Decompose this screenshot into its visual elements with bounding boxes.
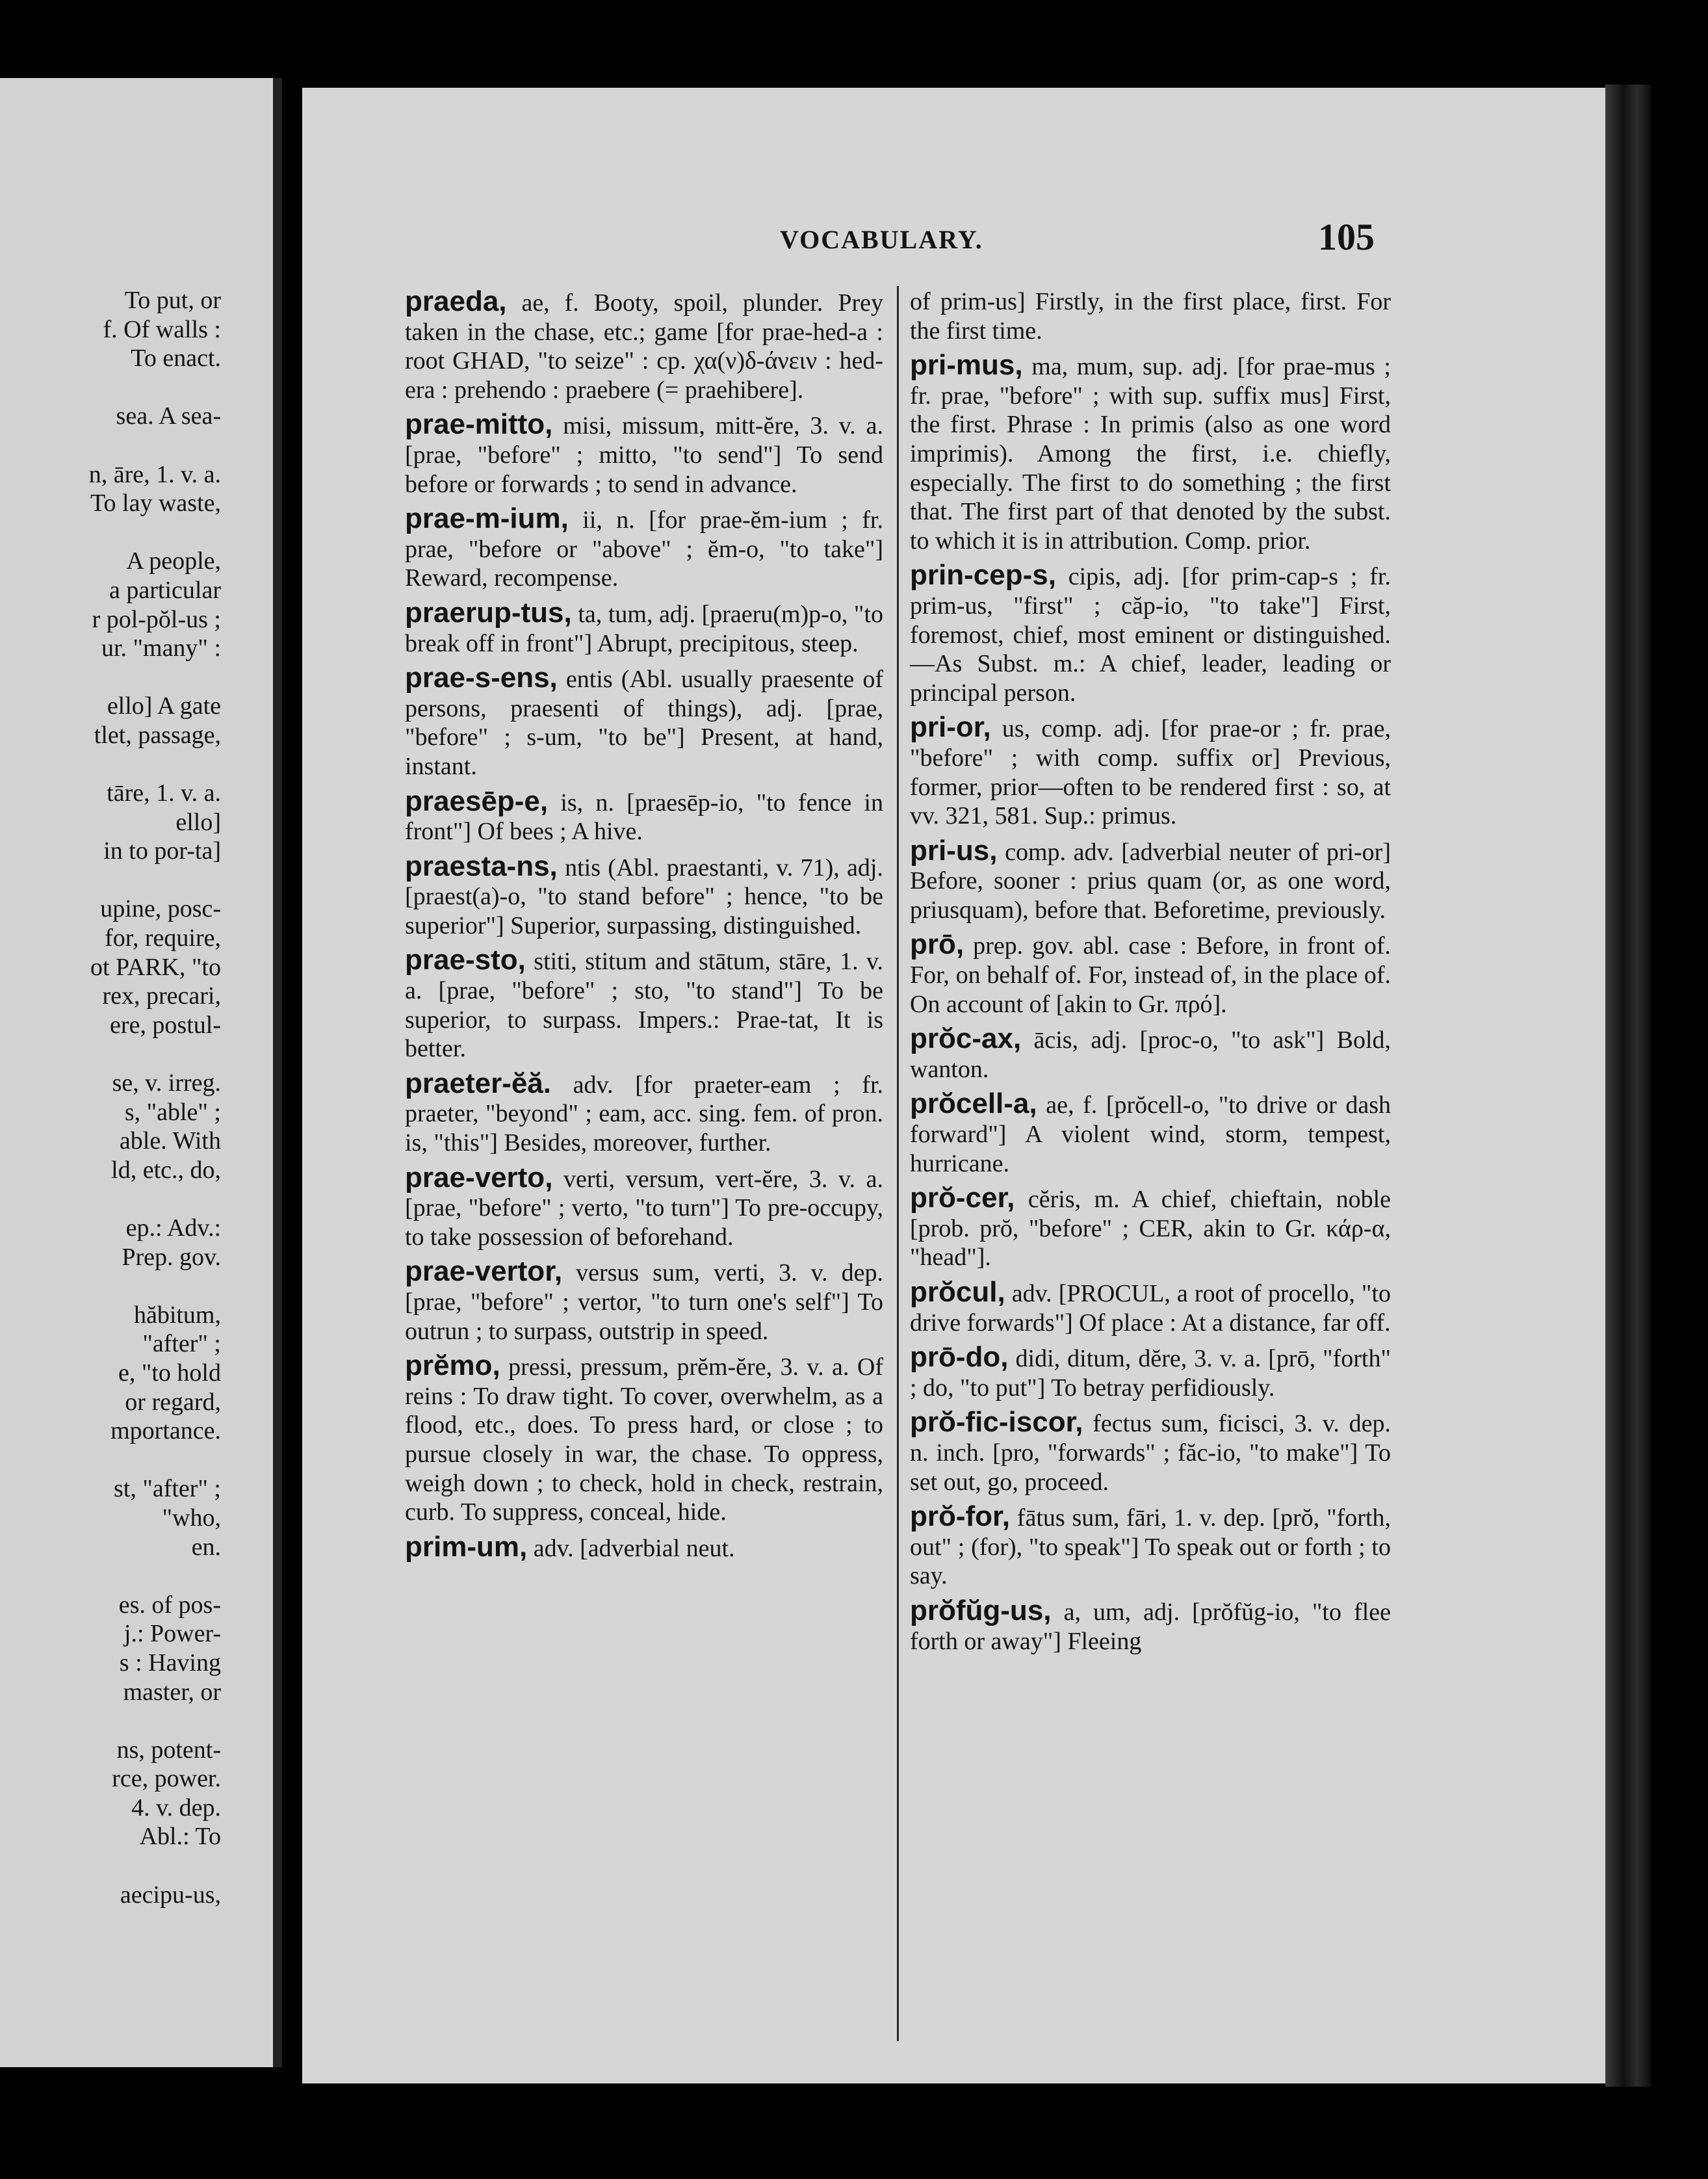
dictionary-entry <box>405 787 883 846</box>
left-page-line: es. of pos- <box>118 1591 221 1619</box>
entry-headword: prae-s-ens, <box>405 662 558 694</box>
dictionary-entry <box>405 1257 883 1346</box>
left-page-line: ello] A gate <box>107 692 221 720</box>
dictionary-entry <box>910 287 1391 345</box>
left-page-line: 4. v. dep. <box>131 1794 221 1821</box>
book-page-edge <box>1605 85 1651 2087</box>
left-page-line <box>0 1446 221 1475</box>
dictionary-entry <box>405 1530 883 1563</box>
entry-definition: didi, ditum, dĕre, 3. v. a. [prō, "forth" ; do, "to put"] To betray perfidiously. <box>910 1345 1391 1402</box>
entry-definition: ntis (Abl. praestanti, v. 71), adj. [praest(a)-o, "to stand before" ; hence, "to be superior"] Superior, surpassing, distinguished. <box>405 854 883 939</box>
page-number: 105 <box>1318 216 1375 258</box>
left-page-line: upine, posc- <box>100 895 221 923</box>
left-page-line <box>0 1039 221 1069</box>
left-page-line: ns, potent- <box>116 1736 221 1764</box>
left-page-text <box>0 286 221 1909</box>
entry-definition: ae, f. [prŏcell-o, "to drive or dash forward"] A violent wind, storm, tempest, hurricane. <box>910 1091 1391 1177</box>
left-page-line: in to por-ta] <box>103 837 221 865</box>
entry-definition: us, comp. adj. [for prae-or ; fr. prae, "before" ; with comp. suffix or] Previous, former, prior—often to be rendered first : so, at vv. 321, 581. Sup.: primus. <box>910 715 1391 830</box>
left-page-line: rex, precari, <box>102 982 221 1010</box>
vocabulary-column-right <box>910 287 1391 1662</box>
dictionary-entry <box>910 1090 1391 1178</box>
dictionary-entry <box>405 1069 883 1158</box>
left-page-line: sea. A sea- <box>116 402 221 430</box>
entry-headword: prō-do, <box>910 1341 1009 1374</box>
entry-definition: versus sum, verti, 3. v. dep. [prae, "before" ; vertor, "to turn one's self"] To outrun ; to surpass, outstrip in speed. <box>405 1259 883 1345</box>
entry-definition: cĕris, m. A chief, chieftain, noble [prob. prŏ, "before" ; CER, akin to Gr. κάρ-α, "head"]. <box>910 1186 1391 1272</box>
entry-definition: ma, mum, sup. adj. [for prae-mus ; fr. prae, "before" ; with sup. suffix mus] First, the first. Phrase : In primis (also as one word imprimis). Among the first, i.e. chiefly, especially. The first to do something ; the first that. The first part of that denoted by the subst. to which it is in attribution. Comp. prior. <box>910 353 1391 555</box>
dictionary-entry <box>910 1278 1391 1337</box>
dictionary-entry <box>910 834 1391 925</box>
left-page-line: Abl.: To <box>139 1823 221 1851</box>
left-page-line: s : Having <box>119 1649 221 1677</box>
dictionary-entry <box>910 351 1391 555</box>
dictionary-entry <box>405 410 883 499</box>
entry-definition: adv. [for praeter-eam ; fr. praeter, "beyond" ; eam, acc. sing. fem. of pron. is, "this"] Besides, moreover, further. <box>405 1071 883 1157</box>
left-page-line: ep.: Adv.: <box>125 1214 221 1242</box>
entry-definition: cipis, adj. [for prim-cap-s ; fr. prim-us, "first" ; căp-io, "to take"] First, foremost, chief, most eminent or distinguished.—As Subst. m.: A chief, leader, leading or principal person. <box>910 563 1391 707</box>
entry-headword: prŏcul, <box>910 1276 1005 1308</box>
entry-headword: prŏcell-a, <box>910 1088 1037 1120</box>
left-page-line: hăbitum, <box>133 1301 221 1329</box>
left-page-line: a particular <box>109 576 221 604</box>
entry-headword: pri-or, <box>910 711 991 744</box>
left-page-line: st, "after" ; <box>113 1475 221 1503</box>
dictionary-entry <box>405 596 883 658</box>
entry-definition: ii, n. [for prae-ĕm-ium ; fr. prae, "before or "above" ; ĕm-o, "to take"] Reward, recompense. <box>405 506 883 592</box>
dictionary-entry <box>405 664 883 781</box>
entry-definition: comp. adv. [adverbial neuter of pri-or] Before, sooner : prius quam (or, as one word, priusquam), before that. Beforetime, previously. <box>910 838 1391 924</box>
entry-definition: ae, f. Booty, spoil, plunder. Prey taken in the chase, etc.; game [for prae-hed-a : root GHAD, "to seize" : cp. χα(ν)δ-άνειν : hed-era : prehendo : praebere (= praehibere]. <box>405 289 883 404</box>
left-page-line: r pol-pŏl-us ; <box>92 605 221 633</box>
left-page-line: for, require, <box>105 924 221 952</box>
left-page-line: tāre, 1. v. a. <box>107 779 221 807</box>
dictionary-entry <box>910 713 1391 830</box>
entry-headword: prae-sto, <box>405 944 526 976</box>
dictionary-entry <box>910 1502 1391 1591</box>
entry-headword: pri-mus, <box>910 349 1023 382</box>
entry-headword: pri-us, <box>910 834 998 867</box>
entry-definition: fectus sum, ficisci, 3. v. dep. n. inch. [pro, "forwards" ; făc-io, "to make"] To set out, go, proceed. <box>910 1410 1391 1496</box>
left-page-line: mportance. <box>110 1417 221 1445</box>
left-page-line <box>0 1272 221 1301</box>
vocabulary-column-left <box>405 287 883 1569</box>
entry-headword: prae-vertor, <box>405 1255 563 1288</box>
left-page-line: tlet, passage, <box>94 721 221 749</box>
entry-headword: prŏc-ax, <box>910 1023 1022 1055</box>
left-page-line <box>0 518 221 547</box>
entry-definition: ācis, adj. [proc-o, "to ask"] Bold, wanton. <box>910 1026 1391 1083</box>
entry-headword: prĕmo, <box>405 1350 500 1382</box>
left-page-line: or regard, <box>125 1388 221 1416</box>
left-page-line: Prep. gov. <box>122 1243 221 1271</box>
left-page-line: n, āre, 1. v. a. <box>88 460 221 488</box>
entry-headword: prae-verto, <box>405 1161 553 1194</box>
dictionary-entry <box>405 287 883 404</box>
left-page-line <box>0 373 221 402</box>
entry-definition: verti, versum, vert-ĕre, 3. v. a. [prae, "before" ; verto, "to turn"] To pre-occupy, to take possession of beforehand. <box>405 1165 883 1251</box>
entry-definition: adv. [PROCUL, a root of procello, "to drive forwards"] Of place : At a distance, far off. <box>910 1280 1391 1337</box>
left-page-line: en. <box>191 1533 221 1561</box>
entry-headword: praerup-tus, <box>405 596 572 629</box>
entry-definition: ta, tum, adj. [praeru(m)p-o, "to break off in front"] Abrupt, precipitous, steep. <box>405 600 883 657</box>
entry-definition: prep. gov. abl. case : Before, in front of. For, on behalf of. For, instead of, in the place of. On account of [akin to Gr. πρό]. <box>910 932 1391 1018</box>
entry-headword: praeda, <box>405 285 507 317</box>
dictionary-entry <box>910 1594 1391 1656</box>
left-page-line: rce, power. <box>112 1765 221 1793</box>
dictionary-entry <box>405 852 883 941</box>
left-page-line: To lay waste, <box>90 489 221 517</box>
column-divider <box>897 286 899 2041</box>
dictionary-entry <box>910 1024 1391 1084</box>
left-page-line <box>0 1184 221 1214</box>
entry-definition: is, n. [praesēp-io, "to fence in front"] Of bees ; A hive. <box>405 789 883 846</box>
left-page-line: ere, postul- <box>110 1011 221 1039</box>
dictionary-entry <box>405 1351 883 1527</box>
entry-headword: prŏ-fic-iscor, <box>910 1406 1083 1439</box>
entry-headword: praesta-ns, <box>405 850 558 882</box>
left-page-line: master, or <box>123 1678 221 1706</box>
entry-headword: praesēp-e, <box>405 785 549 817</box>
left-page-line <box>0 1851 221 1881</box>
dictionary-entry <box>910 1343 1391 1402</box>
left-page-line <box>0 866 221 895</box>
entry-headword: prin-cep-s, <box>910 559 1056 592</box>
left-page-line <box>0 1561 221 1591</box>
right-page <box>302 88 1615 2083</box>
left-page-line <box>0 431 221 460</box>
left-page-line: j.: Power- <box>123 1620 221 1648</box>
left-page-line: ot PARK, "to <box>90 953 221 981</box>
dictionary-entry <box>405 1161 883 1252</box>
left-page-line: se, v. irreg. <box>112 1069 221 1097</box>
dictionary-entry <box>910 930 1391 1019</box>
left-page-line: ld, etc., do, <box>111 1156 221 1184</box>
left-page-line: To enact. <box>131 345 221 372</box>
entry-headword: prŏ-for, <box>910 1500 1010 1533</box>
entry-definition: adv. [adverbial neut. <box>527 1534 735 1562</box>
dictionary-entry <box>405 504 883 593</box>
entry-definition: a, um, adj. [prŏfŭg-io, "to flee forth or away"] Fleeing <box>910 1598 1391 1655</box>
entry-headword: prŏ-cer, <box>910 1182 1015 1214</box>
dictionary-entry <box>910 1408 1391 1496</box>
running-title: VOCABULARY. <box>780 225 983 254</box>
entry-definition: stiti, stitum and stātum, stāre, 1. v. a. [prae, "before" ; sto, "to stand"] To be superior, to surpass. Impers.: Prae-tat, It is better. <box>405 948 883 1063</box>
entry-headword: prŏfŭg-us, <box>910 1594 1052 1626</box>
entry-definition: pressi, pressum, prĕm-ĕre, 3. v. a. Of reins : To draw tight. To cover, overwhelm, as a flood, etc., does. To press hard, or close ; to pursue closely in war, the chase. To oppress, weigh down ; to check, hold in check, restrain, curb. To suppress, conceal, hide. <box>405 1353 883 1526</box>
entry-headword: prae-mitto, <box>405 408 553 441</box>
dictionary-entry <box>910 561 1391 707</box>
entry-headword: prae-m-ium, <box>405 502 569 535</box>
left-page-line <box>0 663 221 692</box>
entry-headword: prō, <box>910 928 964 961</box>
entry-definition: misi, missum, mitt-ĕre, 3. v. a. [prae, "before" ; mitto, "to send"] To send before or forwards ; to send in advance. <box>405 412 883 498</box>
entry-headword: praeter-ĕă. <box>405 1067 552 1099</box>
left-page-line: ello] <box>175 808 221 836</box>
left-page-line: "who, <box>162 1504 221 1532</box>
left-page-line: To put, or <box>124 287 221 314</box>
left-page-line <box>0 1706 221 1736</box>
page-header <box>302 215 1615 267</box>
entry-definition: fātus sum, fāri, 1. v. dep. [prŏ, "forth, out" ; (for), "to speak"] To speak out or forth ; to say. <box>910 1504 1391 1590</box>
left-page-line: s, "able" ; <box>124 1098 221 1126</box>
left-page-line: aecipu-us, <box>120 1881 221 1909</box>
entry-definition: entis (Abl. usually praesente of persons, praesenti of things), adj. [prae, "before" ; s-um, "to be"] Present, at hand, instant. <box>405 666 883 780</box>
left-page <box>0 78 282 2067</box>
left-page-line: A people, <box>126 547 221 575</box>
dictionary-entry <box>405 946 883 1063</box>
dictionary-entry <box>910 1184 1391 1272</box>
left-page-line: "after" ; <box>142 1330 221 1358</box>
left-page-line <box>0 750 221 779</box>
left-page-line: f. Of walls : <box>103 315 221 343</box>
left-page-line: ur. "many" : <box>101 634 221 662</box>
left-page-line: able. With <box>119 1127 221 1155</box>
entry-headword: prim-um, <box>405 1530 528 1563</box>
left-page-line: e, "to hold <box>118 1359 221 1387</box>
entry-definition: of prim-us] Firstly, in the first place, first. For the first time. <box>910 288 1391 345</box>
